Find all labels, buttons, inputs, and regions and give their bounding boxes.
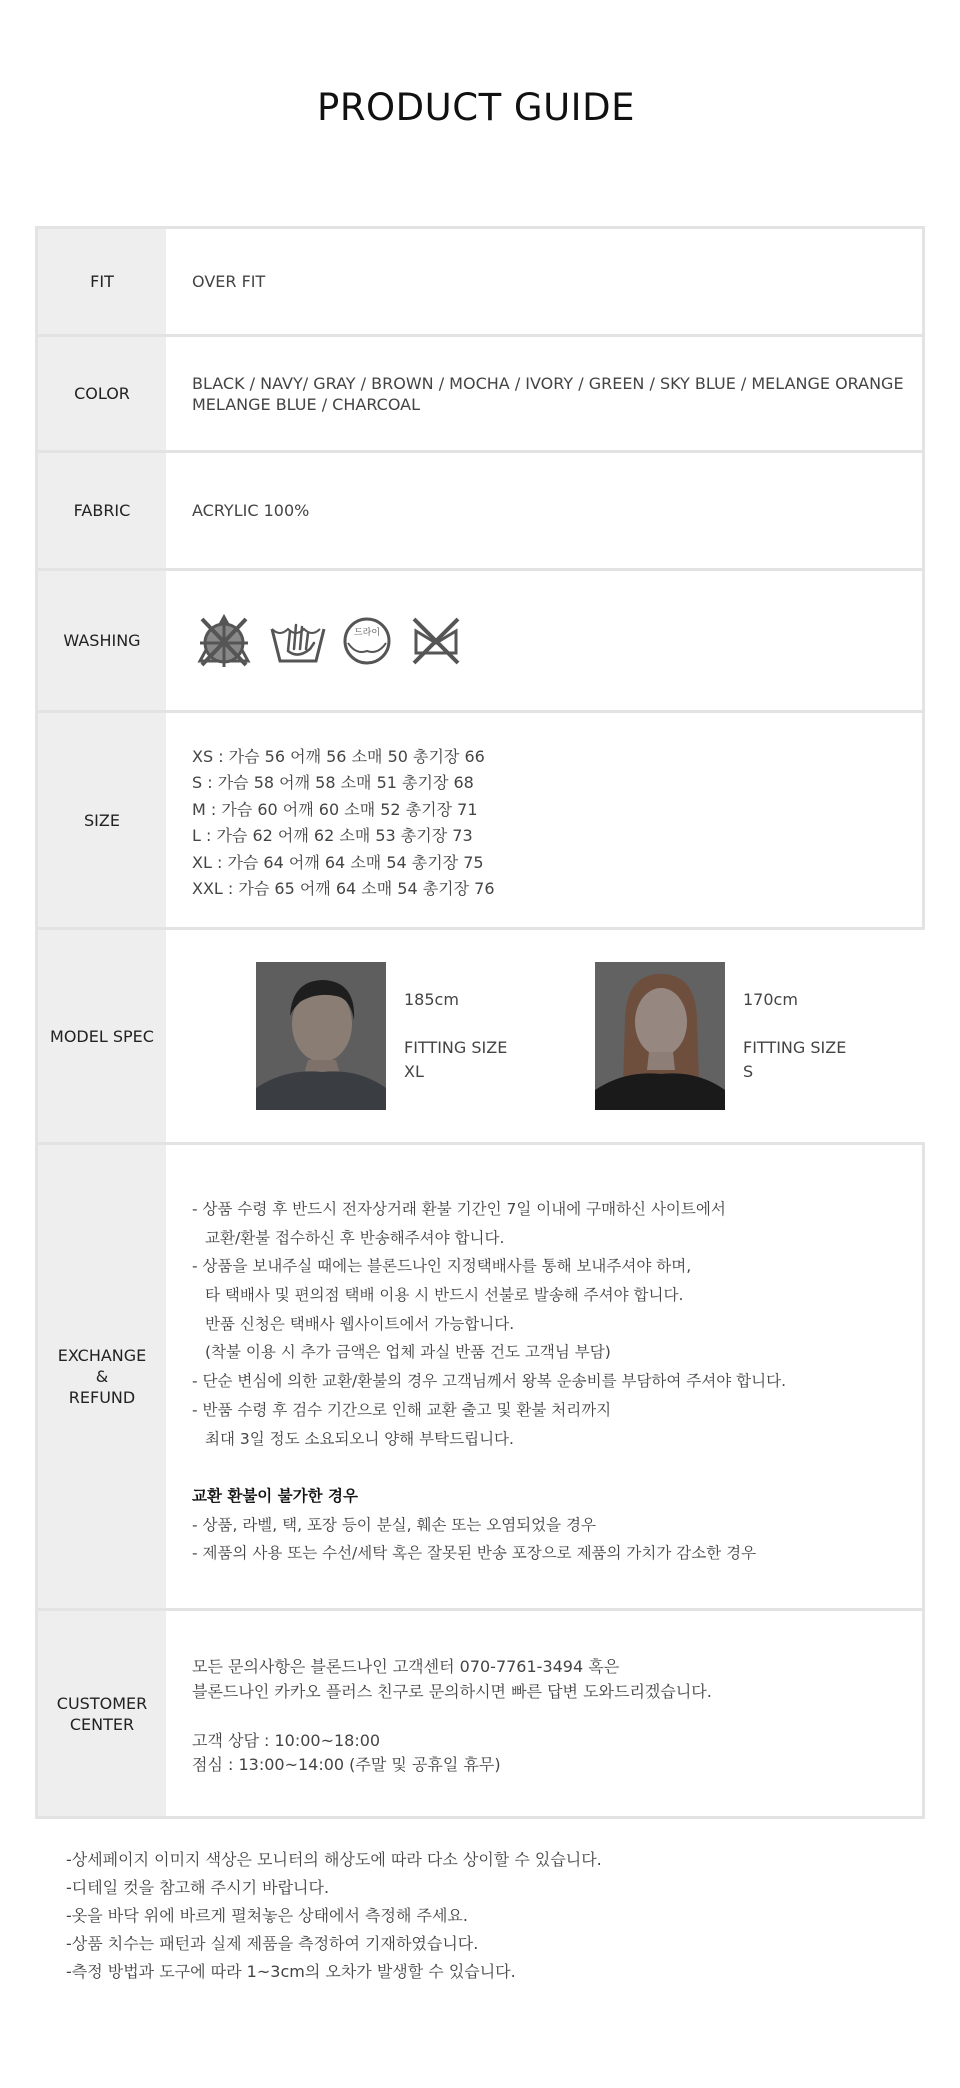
exchange-refund-value: [166, 1145, 922, 1608]
model-female: [595, 962, 934, 1110]
customer-line: 블론드나인 카카오 플러스 친구로 문의하시면 빠른 답변 도와드리겠습니다.: [192, 1681, 712, 1701]
size-value: [166, 713, 922, 927]
exchange-line: - 상품을 보내주실 때에는 블론드나인 지정택배사를 통해 보내주셔야 하며,: [192, 1257, 692, 1276]
size-line: M : 가슴 60 어깨 60 소매 52 총기장 71: [192, 799, 478, 819]
exchange-line: 교환/환불 접수하신 후 반송해주셔야 합니다.: [205, 1228, 505, 1247]
exchange-refund-label: [38, 1145, 166, 1608]
note-item: -상세페이지 이미지 색상은 모니터의 해상도에 따라 다소 상이할 수 있습니다.: [66, 1850, 602, 1869]
fabric-row: [38, 450, 922, 568]
note-item: -측정 방법과 도구에 따라 1~3cm의 오차가 발생할 수 있습니다.: [66, 1962, 516, 1981]
model-male-fitting-size: XL: [404, 1062, 424, 1081]
model-male-info: [404, 988, 507, 1084]
no-refund-line: - 제품의 사용 또는 수선/세탁 혹은 잘못된 반송 포장으로 제품의 가치가 감소한 경우: [192, 1544, 757, 1563]
color-label: COLOR: [38, 337, 166, 450]
fit-text: OVER FIT: [192, 272, 266, 291]
model-spec-row: [38, 927, 922, 1142]
exchange-line: 타 택배사 및 편의점 택배 이용 시 반드시 선불로 발송해 주셔야 합니다.: [205, 1286, 684, 1305]
exchange-line: 최대 3일 정도 소요되오니 양해 부탁드립니다.: [205, 1429, 514, 1448]
exchange-line: 반품 신청은 택배사 웹사이트에서 가능합니다.: [205, 1314, 515, 1333]
model-female-info: [743, 988, 846, 1084]
size-line: XS : 가슴 56 어깨 56 소매 50 총기장 66: [192, 746, 485, 766]
page-title: PRODUCT GUIDE: [317, 86, 635, 129]
customer-line: 모든 문의사항은 블론드나인 고객센터 070-7761-3494 혹은: [192, 1657, 620, 1677]
no-tumble-dry-icon: [406, 613, 466, 669]
hand-wash-icon: [268, 615, 328, 667]
size-line: S : 가슴 58 어깨 58 소매 51 총기장 68: [192, 773, 474, 792]
note-item: -상품 치수는 패턴과 실제 제품을 측정하여 기재하였습니다.: [66, 1934, 479, 1953]
size-line: XXL : 가슴 65 어깨 64 소매 54 총기장 76: [192, 879, 495, 898]
customer-center-label: [38, 1611, 166, 1816]
no-refund-line: - 상품, 라벨, 택, 포장 등이 분실, 훼손 또는 오염되었을 경우: [192, 1515, 596, 1534]
dry-clean-icon: [340, 615, 394, 667]
exchange-line: (착불 이용 시 추가 금액은 업체 과실 반품 건도 고객님 부담): [205, 1343, 611, 1362]
customer-label-line: CENTER: [69, 1714, 135, 1734]
size-line: XL : 가슴 64 어깨 64 소매 54 총기장 75: [192, 852, 484, 872]
no-refund-title: 교환 환불이 불가한 경우: [192, 1486, 358, 1505]
size-row: [38, 710, 922, 927]
exchange-refund-row: [38, 1142, 922, 1608]
color-row: [38, 334, 922, 450]
fit-value: [166, 229, 922, 334]
customer-hours: 고객 상담 : 10:00~18:00: [192, 1730, 381, 1750]
customer-hours: 점심 : 13:00~14:00 (주말 및 공휴일 휴무): [192, 1755, 501, 1775]
models: [192, 962, 934, 1110]
exchange-line: - 단순 변심에 의한 교환/환불의 경우 고객님께서 왕복 운송비를 부담하여 주셔야 합니다.: [192, 1372, 786, 1391]
note-item: -옷을 바닥 위에 바르게 펼쳐놓은 상태에서 측정해 주세요.: [66, 1906, 468, 1925]
fabric-label: FABRIC: [38, 453, 166, 568]
customer-center-value: [166, 1611, 922, 1816]
model-female-fitting-size: S: [743, 1062, 754, 1081]
notes-list: [66, 1846, 602, 1986]
model-female-photo: [595, 962, 725, 1110]
exchange-label-line: REFUND: [68, 1388, 136, 1407]
model-male: [256, 962, 595, 1110]
model-spec-value: [166, 930, 934, 1142]
model-female-height: 170cm: [743, 990, 798, 1009]
customer-label-line: CUSTOMER: [56, 1693, 148, 1713]
dry-clean-text: 드라이: [353, 627, 381, 638]
washing-value: [166, 571, 922, 710]
exchange-label-line: &: [95, 1367, 109, 1386]
washing-icons: [192, 611, 922, 671]
exchange-label-line: EXCHANGE: [57, 1346, 147, 1365]
model-male-photo: [256, 962, 386, 1110]
washing-label: WASHING: [38, 571, 166, 710]
color-line: MELANGE BLUE / CHARCOAL: [192, 394, 420, 414]
fabric-value: [166, 453, 922, 568]
customer-center-row: [38, 1608, 922, 1816]
fabric-text: ACRYLIC 100%: [192, 501, 310, 520]
model-male-height: 185cm: [404, 990, 459, 1009]
note-item: -디테일 컷을 참고해 주시기 바랍니다.: [66, 1878, 330, 1897]
fit-row: [38, 229, 922, 334]
product-guide-table: [35, 226, 925, 1819]
washing-row: [38, 568, 922, 710]
model-spec-label: MODEL SPEC: [38, 930, 166, 1142]
no-bleach-icon: [192, 611, 256, 671]
exchange-line: - 반품 수령 후 검수 기간으로 인해 교환 출고 및 환불 처리까지: [192, 1400, 612, 1419]
model-female-fitting-label: FITTING SIZE: [743, 1038, 847, 1057]
color-value: [166, 337, 922, 450]
color-line: BLACK / NAVY/ GRAY / BROWN / MOCHA / IVORY / GREEN / SKY BLUE / MELANGE ORANGE: [192, 373, 904, 393]
size-label: SIZE: [38, 713, 166, 927]
exchange-line: - 상품 수령 후 반드시 전자상거래 환불 기간인 7일 이내에 구매하신 사이트에서: [192, 1199, 726, 1218]
fit-label: FIT: [38, 229, 166, 334]
model-male-fitting-label: FITTING SIZE: [404, 1038, 508, 1057]
size-line: L : 가슴 62 어깨 62 소매 53 총기장 73: [192, 826, 473, 845]
